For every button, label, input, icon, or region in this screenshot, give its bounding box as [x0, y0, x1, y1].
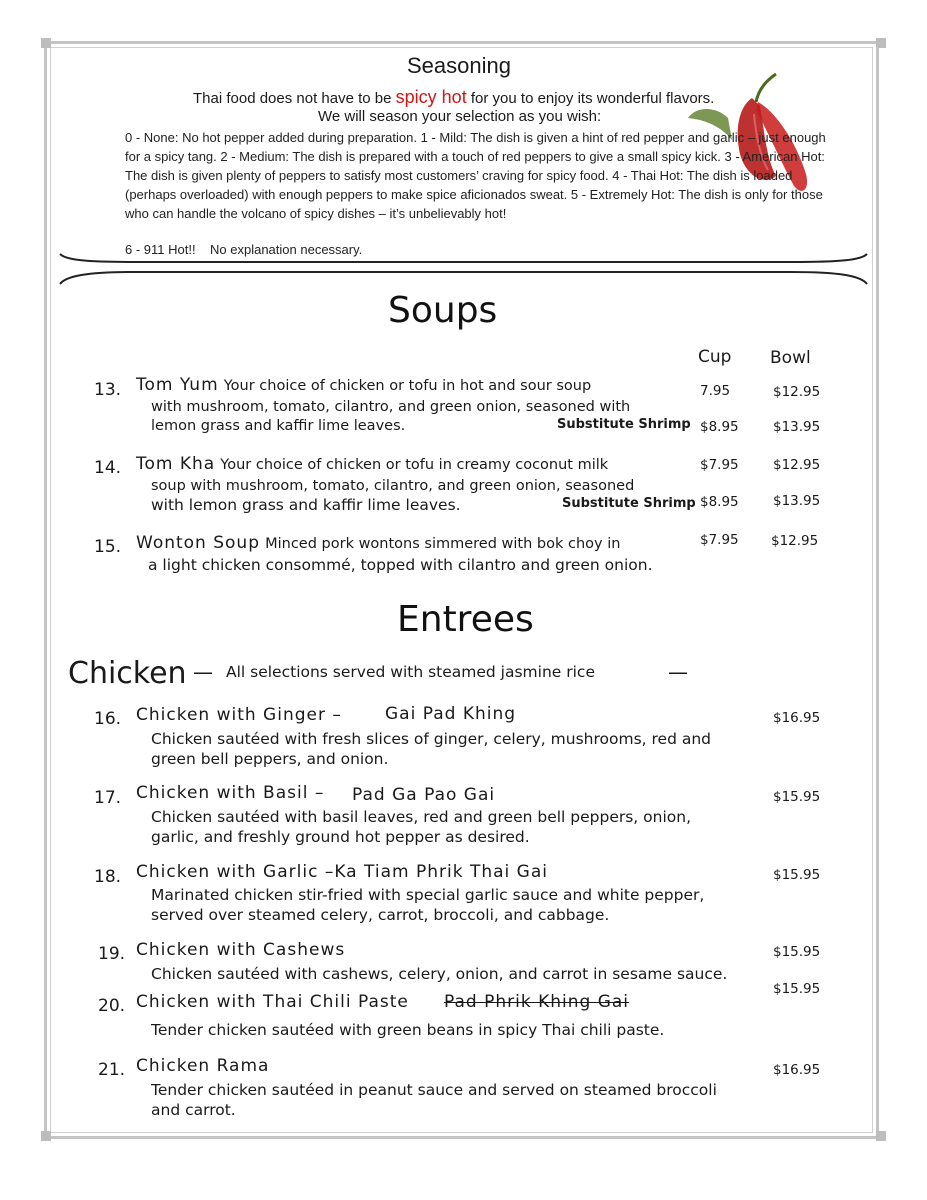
- seasoning-intro: [193, 87, 714, 108]
- item-number: 14.: [94, 458, 122, 478]
- cup-column-header: Cup: [698, 347, 732, 367]
- intro-text-after: for you to enjoy its wonderful flavors.: [470, 90, 715, 107]
- item-number: 18.: [94, 867, 122, 887]
- cup-price: $7.95: [700, 532, 739, 548]
- item-price: $16.95: [773, 1062, 821, 1078]
- dish-description: Minced pork wontons simmered with bok choy in: [265, 536, 621, 552]
- menu-item-wonton-soup: [136, 533, 620, 553]
- seasoning-intro-line2: We will season your selection as you wish:: [318, 108, 602, 125]
- dish-description: Your choice of chicken or tofu in creamy coconut milk: [220, 457, 609, 473]
- item-number: 15.: [94, 537, 122, 557]
- corner-ornament: [876, 1131, 886, 1141]
- shrimp-bowl-price: $13.95: [773, 419, 821, 435]
- dish-description: Chicken sautéed with basil leaves, red and green bell peppers, onion,: [151, 808, 692, 826]
- dish-description: Chicken sautéed with fresh slices of ginger, celery, mushrooms, red and: [151, 730, 711, 748]
- dish-description: Tender chicken sautéed with green beans in spicy Thai chili paste.: [151, 1021, 665, 1039]
- dish-description: Marinated chicken stir-fried with special garlic sauce and white pepper,: [151, 886, 705, 904]
- dish-description: Your choice of chicken or tofu in hot and sour soup: [223, 378, 592, 394]
- dish-thai-name: Pad Phrik Khing Gai: [444, 992, 630, 1012]
- shrimp-cup-price: $8.95: [700, 494, 739, 510]
- dish-description: served over steamed celery, carrot, broccoli, and cabbage.: [151, 906, 610, 924]
- dish-description: garlic, and freshly ground hot pepper as desired.: [151, 828, 530, 846]
- entrees-title: Entrees: [397, 599, 534, 640]
- dish-description: with lemon grass and kaffir lime leaves.: [151, 496, 461, 514]
- item-price: $16.95: [773, 710, 821, 726]
- shrimp-bowl-price: $13.95: [773, 493, 821, 509]
- category-chicken: Chicken: [68, 656, 187, 691]
- seasoning-title: Seasoning: [407, 53, 511, 78]
- section-divider: [56, 240, 871, 290]
- dish-name: Chicken Rama: [136, 1056, 270, 1076]
- bowl-column-header: Bowl: [770, 348, 811, 368]
- dish-description: and carrot.: [151, 1101, 236, 1119]
- dish-description: lemon grass and kaffir lime leaves.: [151, 418, 406, 434]
- soups-title: Soups: [388, 290, 498, 331]
- bowl-price: $12.95: [771, 533, 819, 549]
- item-price: $15.95: [773, 944, 821, 960]
- item-number: 19.: [98, 944, 126, 964]
- menu-item-tom-kha: [136, 454, 608, 474]
- dish-name: Chicken with Garlic –Ka Tiam Phrik Thai Gai: [136, 862, 548, 882]
- item-number: 17.: [94, 788, 122, 808]
- cup-price: 7.95: [700, 383, 731, 399]
- substitute-shrimp-label: Substitute Shrimp: [557, 417, 691, 432]
- dish-thai-name: Pad Ga Pao Gai: [352, 785, 496, 805]
- item-price: $15.95: [773, 867, 821, 883]
- bowl-price: $12.95: [773, 384, 821, 400]
- bowl-price: $12.95: [773, 457, 821, 473]
- substitute-shrimp-label: Substitute Shrimp: [562, 496, 696, 511]
- corner-ornament: [41, 1131, 51, 1141]
- dish-description: a light chicken consommé, topped with cilantro and green onion.: [148, 556, 653, 574]
- cup-price: $7.95: [700, 457, 739, 473]
- dish-name: Chicken with Thai Chili Paste: [136, 992, 409, 1012]
- spicy-hot-highlight: spicy hot: [395, 87, 467, 107]
- dish-name: Chicken with Ginger –: [136, 705, 342, 725]
- item-price: $15.95: [773, 789, 821, 805]
- dish-name: Tom Yum: [136, 375, 219, 395]
- intro-text-before: Thai food does not have to be: [193, 90, 392, 107]
- category-note: All selections served with steamed jasmine rice: [226, 663, 595, 681]
- dish-name: Tom Kha: [136, 454, 216, 474]
- item-number: 13.: [94, 380, 122, 400]
- corner-ornament: [41, 38, 51, 48]
- shrimp-cup-price: $8.95: [700, 419, 739, 435]
- dish-description: soup with mushroom, tomato, cilantro, and green onion, seasoned: [151, 478, 635, 494]
- item-number: 21.: [98, 1060, 126, 1080]
- menu-item-tom-yum: [136, 375, 591, 395]
- item-price: $15.95: [773, 981, 821, 997]
- dish-name: Chicken with Basil –: [136, 783, 325, 803]
- item-number: 16.: [94, 709, 122, 729]
- dish-name: Wonton Soup: [136, 533, 260, 553]
- spice-levels-description: 0 - None: No hot pepper added during preparation. 1 - Mild: The dish is given a hint of red pepper and garlic – just enough for a spicy tang. 2 - Medium: The dish is prepared with a touch of red peppers to give a small spicy kick. 3 - American Hot: The dish is given plenty of peppers to satisfy most customers’ craving for spicy food. 4 - Thai Hot: The dish is loaded (perhaps overloaded) with enough peppers to make spice aficionados sweat. 5 - Extremely Hot: The dish is only for those who can handle the volcano of spicy dishes – it’s unbelievably hot!: [125, 130, 826, 221]
- category-dash: —: [193, 660, 213, 684]
- dish-thai-name: Gai Pad Khing: [385, 704, 517, 724]
- category-dash: —: [668, 660, 688, 684]
- dish-description: Tender chicken sautéed in peanut sauce and served on steamed broccoli: [151, 1081, 717, 1099]
- dish-name: Chicken with Cashews: [136, 940, 346, 960]
- dish-description: green bell peppers, and onion.: [151, 750, 389, 768]
- item-number: 20.: [98, 996, 126, 1016]
- spice-level-6: 6 - 911 Hot!! No explanation necessary.: [125, 242, 363, 257]
- dish-description: Chicken sautéed with cashews, celery, onion, and carrot in sesame sauce.: [151, 965, 728, 983]
- corner-ornament: [876, 38, 886, 48]
- dish-description: with mushroom, tomato, cilantro, and green onion, seasoned with: [151, 399, 631, 415]
